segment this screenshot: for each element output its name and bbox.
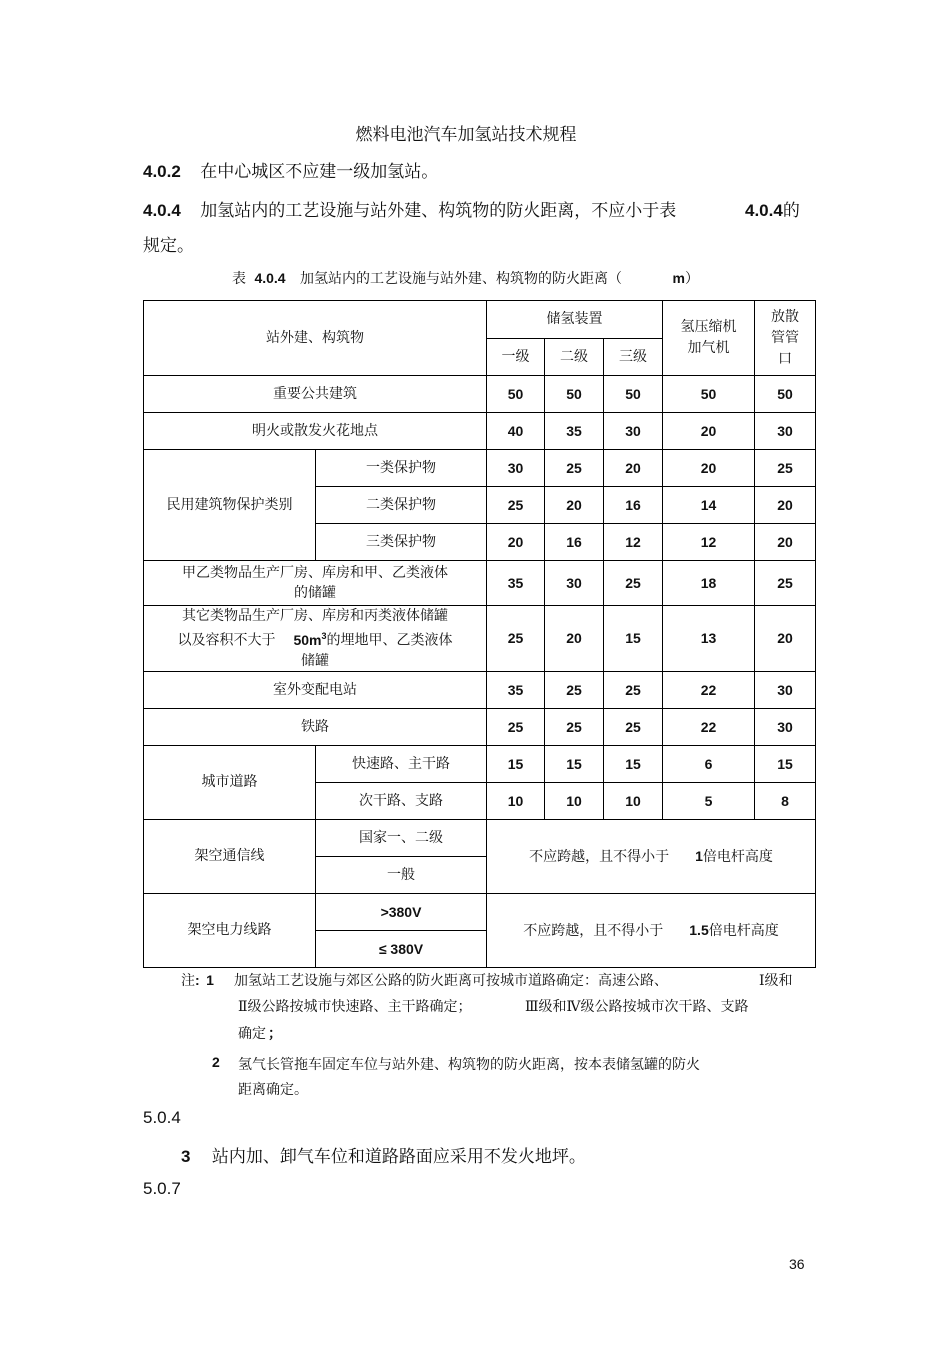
value-cell: 16 [604,487,663,524]
caption-text: 加氢站内的工艺设施与站外建、构筑物的防火距离（ [300,271,623,287]
page-title: 燃料电池汽车加氢站技术规程 [355,125,577,145]
header-compressor-line2: 加气机 [687,340,730,356]
rule-text: 倍电杆高度 [702,848,773,865]
value-cell: 50 [545,376,604,413]
table-row [144,746,816,783]
value-cell: 18 [663,561,755,606]
value-cell: 22 [663,672,755,709]
value-cell: 25 [604,709,663,746]
note-prefix: 注: 1 [181,972,214,989]
value-cell: 20 [663,450,755,487]
value-cell: 25 [487,709,545,746]
note-number: 2 [212,1054,220,1070]
value-cell: 20 [755,606,816,672]
clause-4-0-2 [143,157,438,182]
row-sub-label: 三类保护物 [316,524,487,561]
value-cell: 35 [487,672,545,709]
clause-text-continued: 规定。 [143,236,194,256]
table-row [144,561,816,606]
value-cell: 30 [604,413,663,450]
note-1-line2a: Ⅱ级公路按城市快速路、主干路确定； [238,999,472,1015]
value-cell: 50 [604,376,663,413]
header-vent-line3: 口 [778,350,793,367]
header-grade-1: 一级 [487,339,545,376]
value-cell: 25 [755,450,816,487]
row-label-line3: 储罐 [301,652,329,669]
header-compressor [663,301,755,376]
value-cell: 22 [663,709,755,746]
value-cell: 20 [487,524,545,561]
value-cell: 14 [663,487,755,524]
value-cell: 20 [755,487,816,524]
row-label-line1: 甲乙类物品生产厂房、库房和甲、乙类液体 [182,565,448,581]
value-cell: 20 [604,450,663,487]
note-2-line2: 距离确定。 [238,1082,308,1098]
note-text: 确定 [238,1026,266,1042]
value-cell: 25 [545,450,604,487]
table-row [144,606,816,672]
table-caption [232,268,699,288]
clause-text-tail: 的 [782,201,800,221]
value-cell: 16 [545,524,604,561]
header-vent [755,301,816,376]
row-sub-label: 一类保护物 [316,450,487,487]
value-cell: 30 [487,450,545,487]
value-cell: 25 [604,672,663,709]
value-cell: 15 [604,606,663,672]
header-row [144,301,816,339]
table-row [144,376,816,413]
caption-close: ） [684,271,699,287]
row-label [144,606,487,672]
header-grade-3: 三级 [604,339,663,376]
value-cell: 5 [663,783,755,820]
row-label: 室外变配电站 [144,672,487,709]
row-sub-label: 一般 [316,857,487,894]
row-sub-label: 次干路、支路 [316,783,487,820]
row-label-line1: 其它类物品生产厂房、库房和丙类液体储罐 [182,608,448,625]
clause-number: 4.0.2 [143,162,181,181]
value-cell: 6 [663,746,755,783]
note-label: 注 [181,973,195,989]
row-sub-label: 快速路、主干路 [316,746,487,783]
row-group-label: 城市道路 [144,746,316,820]
note-punct: ； [268,1025,282,1041]
caption-number: 4.0.4 [254,270,286,286]
value-cell: 20 [755,524,816,561]
rule-cell [487,820,816,894]
note-2-line1: 氢气长管拖车固定车位与站外建、构筑物的防火距离，按本表储氢罐的防火 [238,1057,700,1073]
value-cell: 30 [755,709,816,746]
value-cell: 35 [487,561,545,606]
clause-ref [745,196,800,221]
value-cell: 20 [663,413,755,450]
table-row [144,672,816,709]
volume-superscript: 3 [321,631,327,642]
note-1-line1-end: Ⅰ级和 [759,973,793,989]
value-cell: 25 [487,606,545,672]
row-sub-label: 国家一、二级 [316,820,487,857]
note-1-line3 [238,1023,282,1043]
rule-text: 不应跨越，且不得小于 [523,922,664,939]
table-row [144,413,816,450]
value-cell: 25 [487,487,545,524]
clause-text: 加氢站内的工艺设施与站外建、构筑物的防火距离，不应小于表 [200,201,677,221]
row-label: 铁路 [144,709,487,746]
rule-text: 不应跨越，且不得小于 [529,848,670,865]
value-cell: 12 [604,524,663,561]
header-compressor-line1: 氢压缩机 [680,319,737,335]
value-cell: 25 [755,561,816,606]
value-cell: 15 [545,746,604,783]
value-cell: 20 [545,487,604,524]
header-building: 站外建、构筑物 [144,301,487,376]
volume-value: 50m [293,631,322,648]
value-cell: 15 [487,746,545,783]
table-row [144,450,816,487]
fire-distance-table [143,300,816,968]
table-row [144,709,816,746]
row-label: 重要公共建筑 [144,376,487,413]
value-cell: 10 [604,783,663,820]
row-label-line2 [146,626,484,651]
row-group-label: 架空通信线 [144,820,316,894]
header-grade-2: 二级 [545,339,604,376]
value-cell: 30 [545,561,604,606]
value-cell: 40 [487,413,545,450]
value-cell: 20 [545,606,604,672]
clause-number: 4.0.4 [143,201,181,220]
value-cell: 50 [487,376,545,413]
value-cell: 25 [545,709,604,746]
value-cell: 35 [545,413,604,450]
header-vent-line2: 管管 [771,329,800,346]
caption-prefix: 表 [232,271,246,287]
row-label [144,561,487,606]
clause-text: 在中心城区不应建一级加氢站。 [200,162,439,182]
row-label-text: 的埋地甲、乙类液体 [326,632,453,649]
item-text: 站内加、卸气车位和道路路面应采用不发火地坪。 [211,1147,586,1167]
clause-4-0-4 [143,196,676,221]
value-cell: 30 [755,413,816,450]
page-number: 36 [789,1256,805,1272]
section-5-0-7: 5.0.7 [143,1179,181,1198]
value-cell: 8 [755,783,816,820]
table-row [144,894,816,931]
value-cell: 30 [755,672,816,709]
row-sub-label: ≤ 380V [316,931,487,968]
value-cell: 13 [663,606,755,672]
value-cell: 12 [663,524,755,561]
item-3 [181,1142,586,1167]
header-vent-line1: 放散 [771,308,800,325]
value-cell: 25 [545,672,604,709]
value-cell: 10 [487,783,545,820]
note-1-line2b: Ⅲ级和Ⅳ级公路按城市次干路、支路 [525,999,749,1015]
rule-cell [487,894,816,968]
row-group-label: 民用建筑物保护类别 [144,450,316,561]
row-label: 明火或散发火花地点 [144,413,487,450]
row-sub-label: 二类保护物 [316,487,487,524]
value-cell: 50 [755,376,816,413]
rule-number: 1 [695,847,703,864]
row-label-line2: 的储罐 [294,585,336,601]
value-cell: 50 [663,376,755,413]
section-5-0-4: 5.0.4 [143,1108,181,1127]
value-cell: 25 [604,561,663,606]
note-number: 1 [206,972,214,988]
header-storage: 储氢装置 [487,301,663,339]
item-number: 3 [181,1147,191,1166]
row-sub-label: >380V [316,894,487,931]
row-label-text: 以及容积不大于 [177,632,276,649]
rule-text: 倍电杆高度 [708,922,779,939]
value-cell: 15 [755,746,816,783]
table-ref: 4.0.4 [745,201,783,220]
row-group-label: 架空电力线路 [144,894,316,968]
caption-unit: m [672,270,685,286]
note-1-line1: 加氢站工艺设施与郊区公路的防火距离可按城市道路确定：高速公路、 [234,973,668,989]
rule-number: 1.5 [689,921,709,938]
value-cell: 10 [545,783,604,820]
value-cell: 15 [604,746,663,783]
table-row [144,820,816,857]
